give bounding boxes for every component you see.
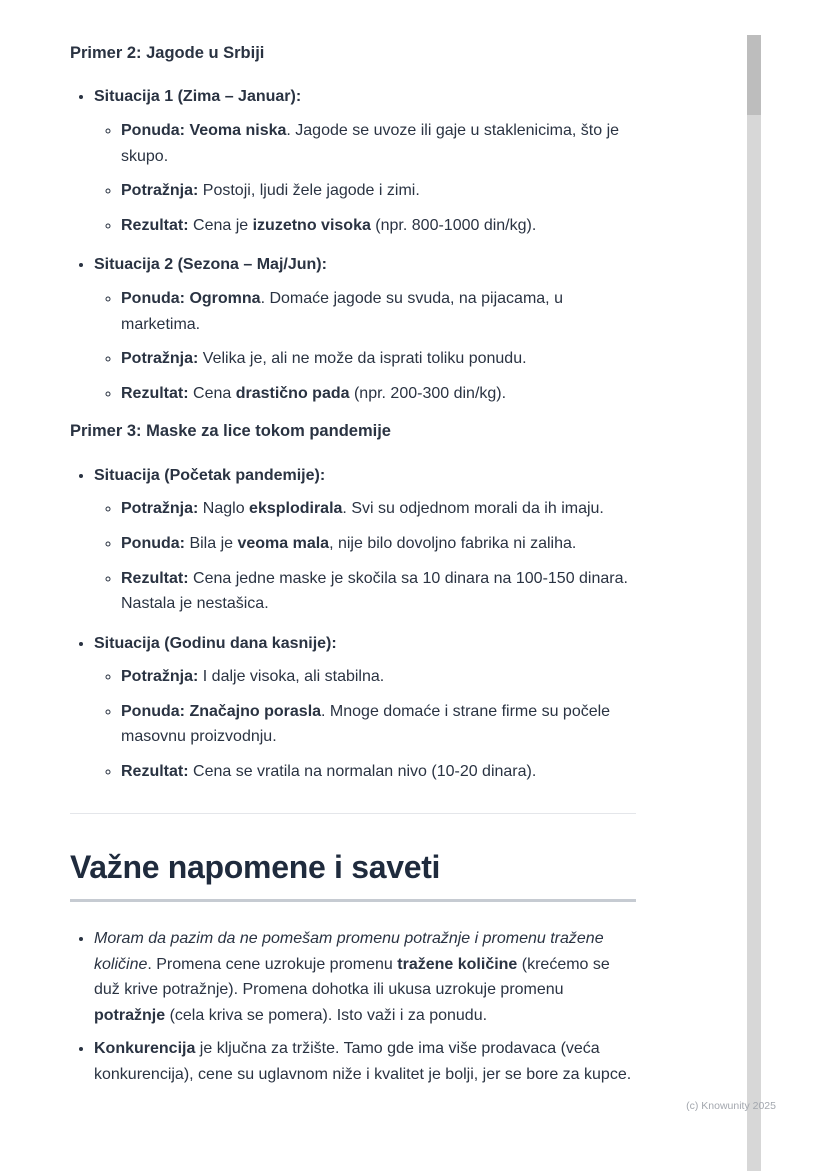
text-segment: Potražnja: xyxy=(121,668,199,686)
text-segment: I dalje visoka, ali stabilna. xyxy=(198,668,385,686)
sub-list-item xyxy=(121,496,636,522)
copyright-watermark: (c) Knowunity 2025 xyxy=(686,1100,776,1112)
list-item-text xyxy=(94,252,636,278)
text-segment: je ključna za tržište. Tamo gde ima više prodavaca (veća konkurencija), cene su uglavnom niže i kvalitet je bolji, jer se bore za kupce. xyxy=(94,1040,632,1084)
text-segment: potražnje xyxy=(94,1006,166,1024)
text-segment: (krećemo se duž krive potražnje). Promena dohotka ili ukusa uzrokuje promenu xyxy=(94,955,610,999)
sub-list-item xyxy=(121,699,636,750)
list-item xyxy=(94,463,636,617)
text-segment: . Svi su odjednom morali da ih imaju. xyxy=(342,500,604,518)
list-item xyxy=(94,1036,636,1087)
sub-list-item xyxy=(121,664,636,690)
list-item-text xyxy=(94,631,636,657)
list-item xyxy=(94,926,636,1028)
divider xyxy=(70,813,636,814)
text-segment: Potražnja: xyxy=(121,182,199,200)
text-segment: Situacija 1 (Zima – Januar): xyxy=(94,88,302,106)
text-segment: Ponuda: Značajno porasla xyxy=(121,702,322,720)
sub-list-item xyxy=(121,178,636,204)
sub-list-item xyxy=(121,566,636,617)
list-item xyxy=(94,631,636,785)
text-segment: Cena xyxy=(188,384,236,402)
text-segment: eksplodirala xyxy=(249,500,343,518)
text-segment: Situacija (Početak pandemije): xyxy=(94,466,326,484)
text-segment: Cena se vratila na normalan nivo (10-20 dinara). xyxy=(188,763,537,781)
sub-list-item xyxy=(121,213,636,239)
sub-list-item xyxy=(121,286,636,337)
document-content xyxy=(70,40,636,1088)
text-segment: Naglo xyxy=(198,500,250,518)
text-segment: Postoji, ljudi žele jagode i zimi. xyxy=(198,182,420,200)
text-segment: tražene količine xyxy=(397,955,518,973)
sub-list-item xyxy=(121,759,636,785)
text-segment: veoma mala xyxy=(237,534,330,552)
text-segment: Situacija (Godinu dana kasnije): xyxy=(94,634,337,652)
text-segment: Ponuda: Ogromna xyxy=(121,289,261,307)
list-item-text xyxy=(94,926,636,1028)
scrollbar-track[interactable] xyxy=(747,35,761,1171)
text-segment: Cena jedne maske je skočila sa 10 dinara na 100-150 dinara. Nastala je nestašica. xyxy=(121,569,628,613)
text-segment: drastično pada xyxy=(235,384,350,402)
text-segment: Ponuda: xyxy=(121,534,185,552)
sub-bullet-list xyxy=(94,286,636,406)
text-segment: Rezultat: xyxy=(121,216,189,234)
scrollbar-thumb[interactable] xyxy=(747,35,761,115)
section-heading: Primer 3: Maske za lice tokom pandemije xyxy=(70,422,391,441)
sub-list-item xyxy=(121,346,636,372)
sub-bullet-list xyxy=(94,496,636,616)
sub-bullet-list xyxy=(94,118,636,238)
sub-bullet-list xyxy=(94,664,636,784)
text-segment: (cela kriva se pomera). Isto važi i za ponudu. xyxy=(165,1006,488,1024)
list-item xyxy=(94,252,636,406)
text-segment: Potražnja: xyxy=(121,500,199,518)
text-segment: Rezultat: xyxy=(121,384,189,402)
bullet-list xyxy=(70,926,636,1088)
text-segment: . Mnoge domaće i strane firme su počele masovnu proizvodnju. xyxy=(121,702,611,746)
text-segment: Rezultat: xyxy=(121,763,189,781)
sub-list-item xyxy=(121,118,636,169)
list-item-text xyxy=(94,463,636,489)
text-segment: (npr. 800-1000 din/kg). xyxy=(370,216,537,234)
text-segment: Situacija 2 (Sezona – Maj/Jun): xyxy=(94,256,327,274)
text-segment: Ponuda: Veoma niska xyxy=(121,121,287,139)
text-segment: , nije bilo dovoljno fabrika ni zaliha. xyxy=(329,534,577,552)
text-segment: Bila je xyxy=(185,534,238,552)
text-segment: . Jagode se uvoze ili gaje u staklenicima, što je skupo. xyxy=(121,121,620,165)
section-heading: Primer 2: Jagode u Srbiji xyxy=(70,44,265,62)
text-segment: izuzetno visoka xyxy=(252,216,371,234)
text-segment: Rezultat: xyxy=(121,569,189,587)
list-item xyxy=(94,84,636,238)
list-item-text xyxy=(94,1036,636,1087)
list-item-text xyxy=(94,84,636,110)
text-segment: Moram da pazim da ne pomešam promenu potražnje i promenu tražene količine xyxy=(94,930,604,973)
page-title: Važne napomene i saveti xyxy=(70,848,636,902)
bullet-list xyxy=(70,463,636,785)
sub-list-item xyxy=(121,531,636,557)
text-segment: . Promena cene uzrokuje promenu xyxy=(147,955,398,973)
text-segment: Cena je xyxy=(188,216,253,234)
text-segment: Konkurencija xyxy=(94,1040,196,1058)
text-segment: (npr. 200-300 din/kg). xyxy=(349,384,507,402)
text-segment: Potražnja: xyxy=(121,350,199,368)
bullet-list xyxy=(70,84,636,406)
text-segment: . Domaće jagode su svuda, na pijacama, u marketima. xyxy=(121,289,563,333)
sub-list-item xyxy=(121,381,636,407)
text-segment: Velika je, ali ne može da isprati toliku ponudu. xyxy=(198,350,527,368)
